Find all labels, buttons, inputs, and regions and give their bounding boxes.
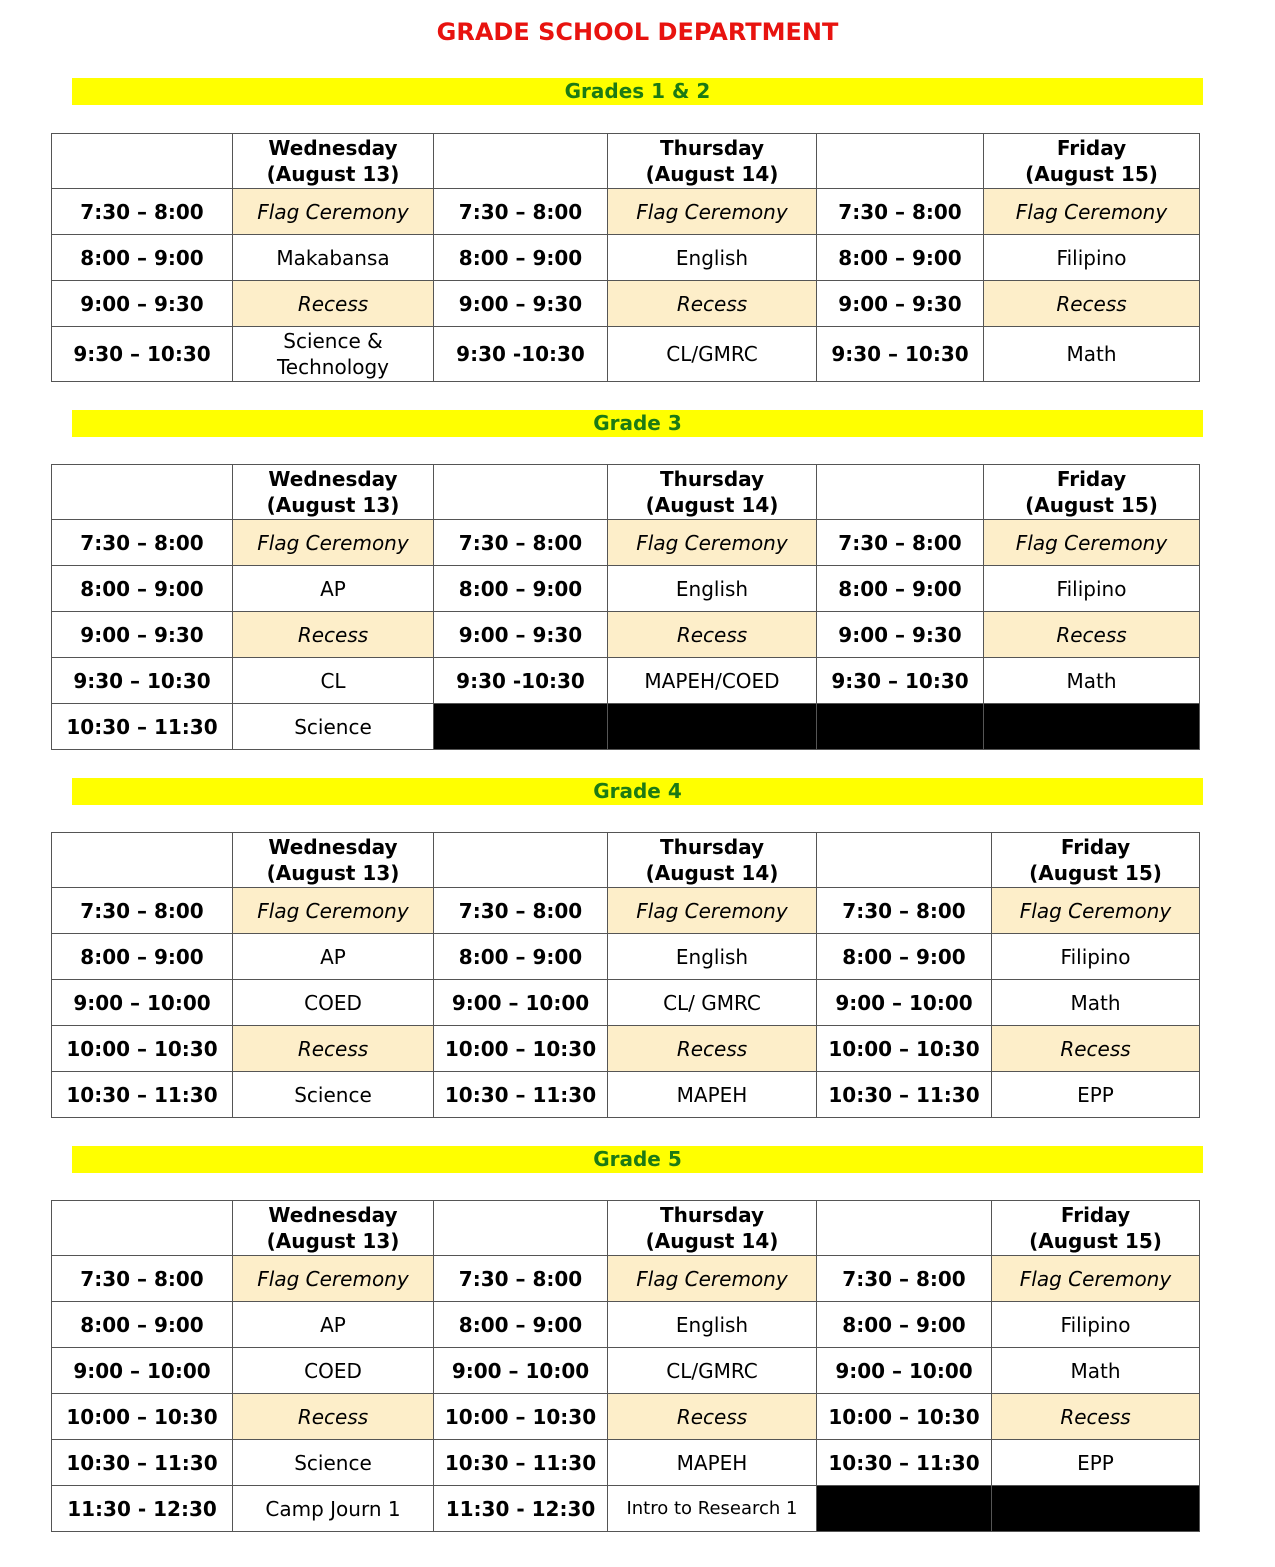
subject-cell: AP — [233, 566, 434, 612]
time-slot: 7:30 – 8:00 — [817, 189, 984, 235]
day-header-thursday: Thursday (August 14) — [608, 1201, 817, 1256]
time-slot: 9:30 – 10:30 — [52, 658, 233, 704]
section-heading-grades-1-2: Grades 1 & 2 — [72, 78, 1203, 105]
redacted-cell — [434, 704, 608, 750]
table-row — [52, 1302, 1200, 1348]
time-slot: 10:30 – 11:30 — [52, 704, 233, 750]
subject-cell: Science & Technology — [233, 327, 434, 382]
time-slot: 9:00 – 10:00 — [817, 980, 992, 1026]
table-row — [52, 235, 1200, 281]
empty-header-cell — [434, 465, 608, 520]
subject-cell: English — [608, 235, 817, 281]
subject-cell: Recess — [233, 1394, 434, 1440]
time-slot: 7:30 – 8:00 — [817, 888, 992, 934]
time-slot: 9:00 – 9:30 — [52, 281, 233, 327]
time-slot: 10:30 – 11:30 — [817, 1072, 992, 1118]
subject-cell: Science — [233, 704, 434, 750]
subject-cell: Recess — [992, 1394, 1200, 1440]
empty-header-cell — [52, 134, 233, 189]
table-row — [52, 1486, 1200, 1532]
time-slot: 8:00 – 9:00 — [434, 934, 608, 980]
time-slot: 7:30 – 8:00 — [52, 888, 233, 934]
time-slot: 7:30 – 8:00 — [52, 520, 233, 566]
table-row — [52, 520, 1200, 566]
empty-header-cell — [52, 833, 233, 888]
section-heading-grade-4: Grade 4 — [72, 778, 1203, 805]
time-slot: 9:00 – 9:30 — [52, 612, 233, 658]
empty-header-cell — [817, 833, 992, 888]
day-header-thursday: Thursday (August 14) — [608, 465, 817, 520]
time-slot: 9:00 – 10:00 — [434, 980, 608, 1026]
section-heading-grade-5: Grade 5 — [72, 1146, 1203, 1173]
time-slot: 10:30 – 11:30 — [52, 1072, 233, 1118]
schedule-table-grade-5 — [51, 1200, 1200, 1532]
subject-cell: Recess — [233, 612, 434, 658]
subject-cell: Recess — [984, 612, 1200, 658]
subject-cell: English — [608, 1302, 817, 1348]
table-row — [52, 1026, 1200, 1072]
subject-cell: EPP — [992, 1440, 1200, 1486]
time-slot: 7:30 – 8:00 — [434, 1256, 608, 1302]
empty-header-cell — [52, 465, 233, 520]
subject-cell: MAPEH — [608, 1440, 817, 1486]
table-row — [52, 1256, 1200, 1302]
time-slot: 10:30 – 11:30 — [52, 1440, 233, 1486]
time-slot: 10:30 – 11:30 — [434, 1440, 608, 1486]
subject-cell: Math — [992, 1348, 1200, 1394]
time-slot: 9:00 – 9:30 — [817, 612, 984, 658]
subject-cell: Camp Journ 1 — [233, 1486, 434, 1532]
subject-cell: Recess — [608, 281, 817, 327]
empty-header-cell — [434, 833, 608, 888]
subject-cell: Math — [984, 327, 1200, 382]
subject-cell: Recess — [608, 1394, 817, 1440]
day-header-wednesday: Wednesday (August 13) — [233, 465, 434, 520]
day-header-wednesday: Wednesday (August 13) — [233, 833, 434, 888]
day-header-friday: Friday (August 15) — [992, 833, 1200, 888]
time-slot: 9:00 – 10:00 — [817, 1348, 992, 1394]
redacted-cell — [817, 1486, 992, 1532]
subject-cell: Flag Ceremony — [608, 520, 817, 566]
subject-cell: MAPEH — [608, 1072, 817, 1118]
subject-cell: Flag Ceremony — [984, 189, 1200, 235]
schedule-table-grade-4 — [51, 832, 1200, 1118]
day-header-friday: Friday (August 15) — [984, 465, 1200, 520]
time-slot: 9:30 – 10:30 — [52, 327, 233, 382]
subject-cell: Recess — [992, 1026, 1200, 1072]
time-slot: 8:00 – 9:00 — [817, 235, 984, 281]
subject-cell: English — [608, 934, 817, 980]
subject-cell: Flag Ceremony — [608, 888, 817, 934]
subject-cell: Filipino — [984, 566, 1200, 612]
table-row — [52, 1394, 1200, 1440]
time-slot: 7:30 – 8:00 — [434, 520, 608, 566]
redacted-cell — [984, 704, 1200, 750]
subject-cell: AP — [233, 934, 434, 980]
subject-cell: AP — [233, 1302, 434, 1348]
time-slot: 11:30 - 12:30 — [434, 1486, 608, 1532]
schedule-table-grades-1-2 — [51, 133, 1200, 382]
subject-cell: Science — [233, 1440, 434, 1486]
subject-cell: Math — [984, 658, 1200, 704]
subject-cell: Flag Ceremony — [233, 888, 434, 934]
table-row — [52, 189, 1200, 235]
subject-cell: Flag Ceremony — [233, 1256, 434, 1302]
time-slot: 10:00 – 10:30 — [52, 1394, 233, 1440]
page-title: GRADE SCHOOL DEPARTMENT — [436, 18, 839, 46]
time-slot: 9:30 – 10:30 — [817, 327, 984, 382]
subject-cell: CL/GMRC — [608, 327, 817, 382]
time-slot: 10:00 – 10:30 — [434, 1394, 608, 1440]
day-header-thursday: Thursday (August 14) — [608, 833, 817, 888]
time-slot: 9:30 – 10:30 — [817, 658, 984, 704]
day-header-wednesday: Wednesday (August 13) — [233, 134, 434, 189]
time-slot: 10:30 – 11:30 — [817, 1440, 992, 1486]
time-slot: 7:30 – 8:00 — [52, 189, 233, 235]
day-header-wednesday: Wednesday (August 13) — [233, 1201, 434, 1256]
section-heading-grade-3: Grade 3 — [72, 410, 1203, 437]
subject-cell: Flag Ceremony — [608, 189, 817, 235]
subject-cell: Recess — [233, 281, 434, 327]
redacted-cell — [608, 704, 817, 750]
table-row — [52, 704, 1200, 750]
table-row — [52, 658, 1200, 704]
table-row — [52, 566, 1200, 612]
table-row — [52, 888, 1200, 934]
subject-cell: Intro to Research 1 — [608, 1486, 817, 1532]
day-header-thursday: Thursday (August 14) — [608, 134, 817, 189]
empty-header-cell — [52, 1201, 233, 1256]
table-row — [52, 1072, 1200, 1118]
redacted-cell — [992, 1486, 1200, 1532]
time-slot: 9:00 – 10:00 — [52, 980, 233, 1026]
table-row — [52, 934, 1200, 980]
redacted-cell — [817, 704, 984, 750]
time-slot: 10:00 – 10:30 — [434, 1026, 608, 1072]
time-slot: 8:00 – 9:00 — [817, 934, 992, 980]
time-slot: 8:00 – 9:00 — [434, 1302, 608, 1348]
time-slot: 9:00 – 10:00 — [434, 1348, 608, 1394]
subject-cell: MAPEH/COED — [608, 658, 817, 704]
time-slot: 7:30 – 8:00 — [434, 189, 608, 235]
time-slot: 9:00 – 9:30 — [817, 281, 984, 327]
subject-cell: COED — [233, 980, 434, 1026]
time-slot: 8:00 – 9:00 — [434, 566, 608, 612]
time-slot: 7:30 – 8:00 — [434, 888, 608, 934]
time-slot: 10:00 – 10:30 — [817, 1394, 992, 1440]
subject-cell: Makabansa — [233, 235, 434, 281]
time-slot: 7:30 – 8:00 — [817, 1256, 992, 1302]
time-slot: 11:30 - 12:30 — [52, 1486, 233, 1532]
empty-header-cell — [434, 1201, 608, 1256]
time-slot: 9:00 – 9:30 — [434, 612, 608, 658]
table-row — [52, 980, 1200, 1026]
empty-header-cell — [817, 134, 984, 189]
day-header-friday: Friday (August 15) — [992, 1201, 1200, 1256]
time-slot: 10:00 – 10:30 — [817, 1026, 992, 1072]
time-slot: 9:30 -10:30 — [434, 658, 608, 704]
table-row — [52, 281, 1200, 327]
time-slot: 8:00 – 9:00 — [52, 1302, 233, 1348]
subject-cell: Recess — [608, 1026, 817, 1072]
day-header-friday: Friday (August 15) — [984, 134, 1200, 189]
empty-header-cell — [434, 134, 608, 189]
subject-cell: Filipino — [992, 1302, 1200, 1348]
subject-cell: Filipino — [984, 235, 1200, 281]
time-slot: 8:00 – 9:00 — [434, 235, 608, 281]
subject-cell: Recess — [233, 1026, 434, 1072]
subject-cell: Flag Ceremony — [984, 520, 1200, 566]
time-slot: 9:30 -10:30 — [434, 327, 608, 382]
subject-cell: Flag Ceremony — [992, 888, 1200, 934]
table-row — [52, 327, 1200, 382]
table-row — [52, 612, 1200, 658]
subject-cell: CL/ GMRC — [608, 980, 817, 1026]
time-slot: 8:00 – 9:00 — [817, 566, 984, 612]
subject-cell: Recess — [608, 612, 817, 658]
subject-cell: Flag Ceremony — [233, 189, 434, 235]
subject-cell: EPP — [992, 1072, 1200, 1118]
table-row — [52, 1348, 1200, 1394]
time-slot: 8:00 – 9:00 — [52, 934, 233, 980]
subject-cell: Flag Ceremony — [992, 1256, 1200, 1302]
time-slot: 10:00 – 10:30 — [52, 1026, 233, 1072]
time-slot: 8:00 – 9:00 — [817, 1302, 992, 1348]
subject-cell: CL — [233, 658, 434, 704]
subject-cell: Recess — [984, 281, 1200, 327]
subject-cell: COED — [233, 1348, 434, 1394]
time-slot: 9:00 – 9:30 — [434, 281, 608, 327]
time-slot: 10:30 – 11:30 — [434, 1072, 608, 1118]
time-slot: 7:30 – 8:00 — [817, 520, 984, 566]
subject-cell: English — [608, 566, 817, 612]
subject-cell: CL/GMRC — [608, 1348, 817, 1394]
empty-header-cell — [817, 1201, 992, 1256]
subject-cell: Flag Ceremony — [608, 1256, 817, 1302]
subject-cell: Flag Ceremony — [233, 520, 434, 566]
time-slot: 8:00 – 9:00 — [52, 566, 233, 612]
time-slot: 8:00 – 9:00 — [52, 235, 233, 281]
subject-cell: Filipino — [992, 934, 1200, 980]
table-row — [52, 1440, 1200, 1486]
time-slot: 7:30 – 8:00 — [52, 1256, 233, 1302]
empty-header-cell — [817, 465, 984, 520]
subject-cell: Science — [233, 1072, 434, 1118]
time-slot: 9:00 – 10:00 — [52, 1348, 233, 1394]
subject-cell: Math — [992, 980, 1200, 1026]
schedule-table-grade-3 — [51, 464, 1200, 750]
